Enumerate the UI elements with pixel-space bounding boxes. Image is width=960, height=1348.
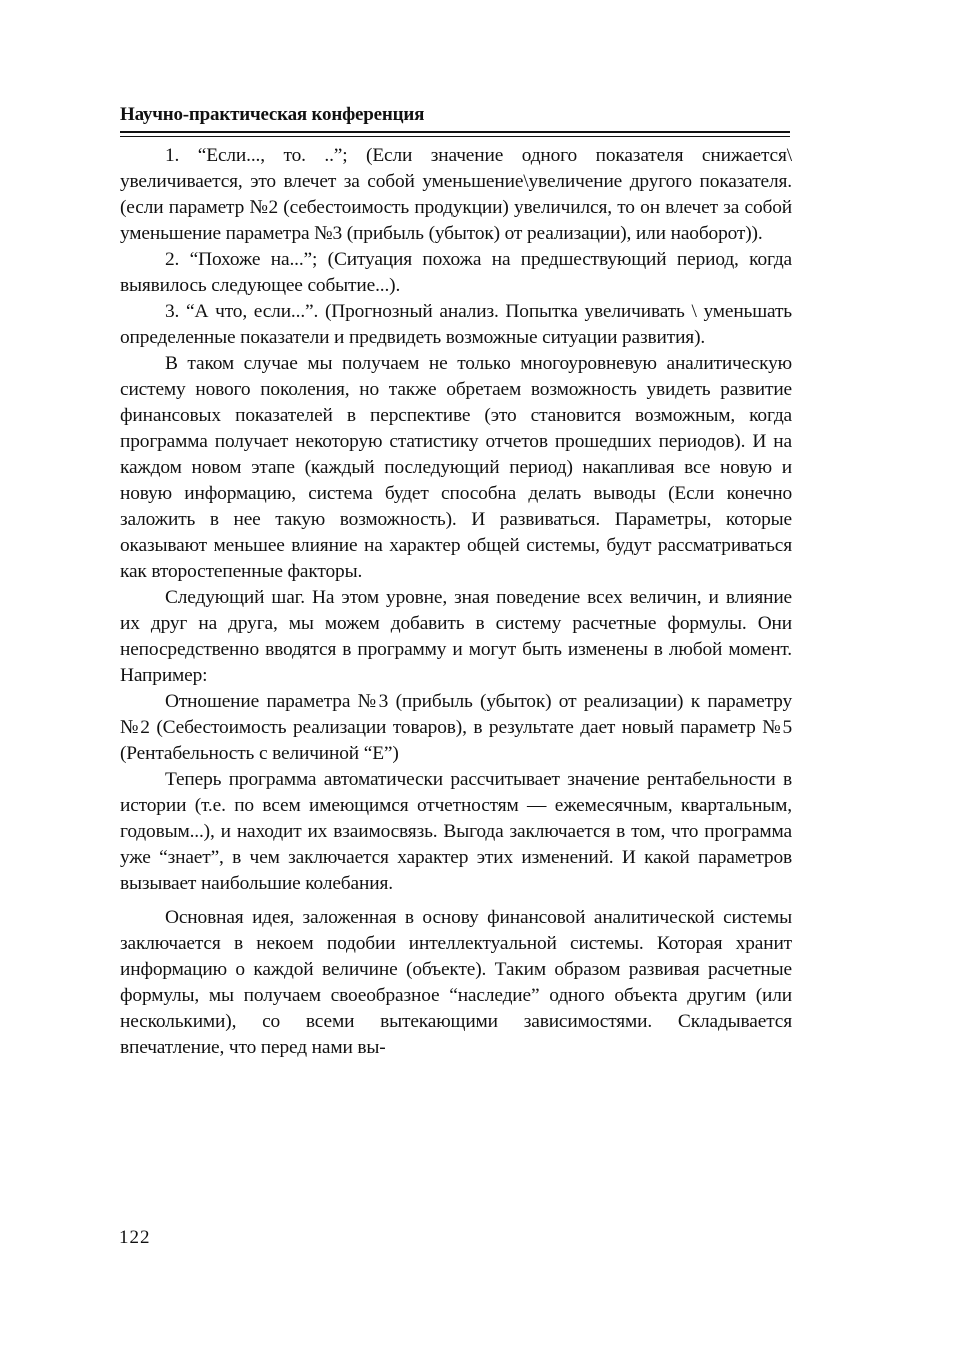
paragraph-ratio-example: Отношение параметра №3 (прибыль (убыток) от реализации) к параметру №2 (Себестоимость реализации товаров), в результате дает новый параметр №5 (Рентабельность с величиной “Е”) <box>120 691 792 764</box>
paragraph-main-idea: Основная идея, заложенная в основу финансовой аналитической системы заключается в некоем подобии интеллектуальной системы. Которая хранит информацию о каждой величине (объекте). Таким образом развивая расчетные формулы, мы получаем своеобразное “наследие” одного объекта другим (или несколькими), со всеми вытекающими зависимостями. Складывается впечатление, что перед нами вы- <box>120 907 792 1058</box>
body-text <box>120 143 792 1061</box>
paragraph-item-1: 1. “Если..., то. ..”; (Если значение одного показателя снижается\ увеличивается, это влечет за собой уменьшение\увеличение другого показателя. (если параметр №2 (себестоимость продукции) увеличился, то он влечет за собой уменьшение параметра №3 (прибыль (убыток) от реализации), или наоборот)). <box>120 145 792 244</box>
header-rule-thin <box>120 136 790 137</box>
header-rule-thick <box>120 131 790 133</box>
paragraph-item-3: 3. “А что, если...”. (Прогнозный анализ. Попытка увеличивать \ уменьшать определенные показатели и предвидеть возможные ситуации развития). <box>120 301 792 348</box>
page-number: 122 <box>119 1227 151 1248</box>
paragraph-analytic-system: В таком случае мы получаем не только многоуровневую аналитическую систему нового поколения, но также обретаем возможность увидеть развитие финансовых показателей в перспективе (это становится возможным, когда программа получает некоторую статистику отчетов прошедших периодов). И на каждом новом этапе (каждый последующий период) накапливая все новую и новую информацию, система будет способна делать выводы (Если конечно заложить в нее такую возможность). И развиваться. Параметры, которые оказывают меньшее влияние на характер общей системы, будут рассматриваться как второстепенные факторы. <box>120 353 792 582</box>
running-header: Научно-практическая конференция <box>120 104 425 125</box>
paragraph-profitability: Теперь программа автоматически рассчитывает значение рентабельности в истории (т.е. по всем имеющимся отчетностям — ежемесячным, квартальным, годовым...), и находит их взаимосвязь. Выгода заключается в том, что программа уже “знает”, в чем заключается характер этих изменений. И какой параметров вызывает наибольшие колебания. <box>120 769 792 894</box>
paragraph-next-step: Следующий шаг. На этом уровне, зная поведение всех величин, и влияние их друг на друга, мы можем добавить в систему расчетные формулы. Они непосредственно вводятся в программу и могут быть изменены в любой момент. Например: <box>120 587 792 686</box>
paragraph-item-2: 2. “Похоже на...”; (Ситуация похожа на предшествующий период, когда выявилось следующее событие...). <box>120 249 792 296</box>
